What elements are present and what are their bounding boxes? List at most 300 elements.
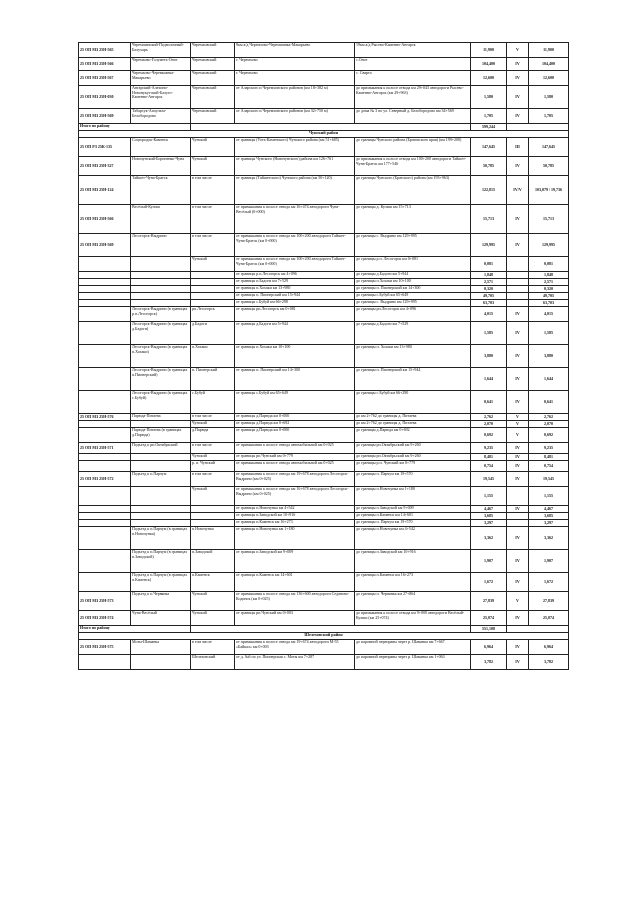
category-cell: IV/V <box>507 176 529 205</box>
category-cell: IV <box>507 234 529 257</box>
road-code-cell: 25 ОП МЗ 25Н-571 <box>79 443 131 454</box>
road-code-cell: 25 ОП МЗ 25Н-569 <box>79 109 131 124</box>
road-code-cell <box>79 293 131 300</box>
total-value: 599,244 <box>471 124 507 131</box>
district-cell: в том числе <box>191 472 235 487</box>
total-length-cell: 27,839 <box>529 592 569 611</box>
road-name-cell <box>131 272 191 279</box>
road-name-cell: Новочунский-Бороненко-Чуна <box>131 157 191 176</box>
end-point-cell: до паромной переправы через р. Шаманка км 7+667 <box>355 640 471 655</box>
district-title: Чунский район <box>79 131 569 138</box>
category-cell <box>507 286 529 293</box>
table-row <box>79 43 569 58</box>
district-cell: в том числе <box>191 234 235 257</box>
total-length-cell: 3,782 <box>529 655 569 670</box>
length-cell: 1,705 <box>471 109 507 124</box>
start-point-cell: г. Черемхово <box>235 71 355 86</box>
start-point-cell: от границы Чунского (Новочунского) района км 126+761 <box>235 157 355 176</box>
road-name-cell <box>131 461 191 472</box>
total-length-cell: 3,685 <box>529 513 569 520</box>
road-name-cell: Парюда-Питаева (в границах д.Парюда) <box>131 428 191 443</box>
total-length-cell: 3,362 <box>529 527 569 550</box>
category-cell: V <box>507 592 529 611</box>
road-name-cell: Лесогорск-Выдрино (в границах д.Бадоги) <box>131 322 191 345</box>
district-cell: Шелеховский <box>191 655 235 670</box>
total-length-cell: 0,641 <box>529 391 569 414</box>
category-cell: IV <box>507 157 529 176</box>
table-row <box>79 506 569 513</box>
category-cell: IV <box>507 527 529 550</box>
road-name-cell: Лесогорск-Выдрино <box>131 234 191 257</box>
road-name-cell <box>131 300 191 307</box>
district-cell: Чунский <box>191 454 235 461</box>
road-name-cell: Лесогорск-Выдрино (в границах с.Бубуй) <box>131 391 191 414</box>
total-length-cell: 11,900 <box>529 43 569 58</box>
start-point-cell: от границы рп.Чунский км 0+779 <box>235 454 355 461</box>
district-cell: п.Каменск <box>191 573 235 592</box>
length-cell: 4,015 <box>471 307 507 322</box>
district-cell: рп.Лесогорск <box>191 307 235 322</box>
start-point-cell: от границы п.Хохаки км 13+980 <box>235 286 355 293</box>
start-point-cell: от примыкания к полосе отвода км 19+674 автодороги М-55 «Байкал» км 0+003 <box>235 640 355 655</box>
end-point-cell: с.Онот <box>355 58 471 71</box>
end-point-cell: до границы р.п. Лесогорск км 0+081 <box>355 257 471 272</box>
length-cell: 6,964 <box>471 640 507 655</box>
table-row <box>79 300 569 307</box>
total-value: 551,108 <box>471 626 507 633</box>
end-point-cell: с. Сварто <box>355 71 471 86</box>
road-name-cell <box>131 279 191 286</box>
total-length-cell: 0,081 <box>529 257 569 272</box>
road-code-cell <box>79 573 131 592</box>
total-spacer <box>191 124 471 131</box>
road-name-cell: Моты-Шаманка <box>131 640 191 655</box>
total-length-cell: 2,762 <box>529 414 569 421</box>
road-code-cell <box>79 454 131 461</box>
total-length-cell: 1,155 <box>529 487 569 506</box>
road-code-cell: 25 ОП МЗ 25Н-569 <box>79 234 131 257</box>
table-row <box>79 461 569 472</box>
table-row <box>79 322 569 345</box>
road-code-cell <box>79 461 131 472</box>
district-cell: д.Бадоги <box>191 322 235 345</box>
district-header-row <box>79 131 569 138</box>
road-code-cell: 25 ОП МЗ 25Н-566 <box>79 205 131 234</box>
category-cell: IV <box>507 550 529 573</box>
road-register-table <box>78 42 569 670</box>
category-cell: V <box>507 421 529 428</box>
total-length-cell: 9,235 <box>529 443 569 454</box>
start-point-cell: от границы п.Бадоги км 7+529 <box>235 279 355 286</box>
total-spacer <box>507 626 569 633</box>
table-row <box>79 472 569 487</box>
length-cell: 1,644 <box>471 368 507 391</box>
length-cell: 1,585 <box>471 322 507 345</box>
end-point-cell: до границы п. Пионерский км 15+944 <box>355 368 471 391</box>
road-code-cell: 25 ОП МЗ 25Н-567 <box>79 71 131 86</box>
end-point-cell: до границы с.Бубуй км 66+290 <box>355 391 471 414</box>
total-length-cell: 8,481 <box>529 454 569 461</box>
district-cell: Чунский <box>191 138 235 157</box>
table-row <box>79 550 569 573</box>
table-row <box>79 205 569 234</box>
category-cell: IV <box>507 71 529 86</box>
category-cell <box>507 293 529 300</box>
end-point-cell: до границы рп.Октябрьский км 9+260 <box>355 443 471 454</box>
table-row <box>79 176 569 205</box>
length-cell: 0,754 <box>471 461 507 472</box>
road-name-cell <box>131 506 191 513</box>
district-total-row <box>79 124 569 131</box>
road-code-cell <box>79 391 131 414</box>
start-point-cell: от примыкания к полосе отвода км 16+678 автодороги Лесогорск-Выдрино (км 0+025) <box>235 487 355 506</box>
start-point-cell: от границы п.Каменск км 14+601 <box>235 573 355 592</box>
district-total-row <box>79 626 569 633</box>
start-point-cell: от границы с.Бубуй км 65+649 <box>235 391 355 414</box>
road-code-cell: 25 ОП МЗ 25Н-566 <box>79 58 131 71</box>
table-row <box>79 520 569 527</box>
district-cell: Чунский <box>191 487 235 506</box>
end-point-cell: до границы п. Парчум км 19+570 <box>355 472 471 487</box>
road-code-cell <box>79 428 131 443</box>
category-cell: III <box>507 138 529 157</box>
table-row <box>79 257 569 272</box>
table-row <box>79 138 569 157</box>
start-point-cell: от границы п.Новочунка км 4+542 <box>235 506 355 513</box>
end-point-cell: до км 2+762 до границы д. Питаева <box>355 414 471 421</box>
road-register-sheet <box>78 42 568 670</box>
end-point-cell: до границы р.п. Чунский км 0+779 <box>355 461 471 472</box>
road-code-cell: 25 ОП МЗ 25Н-124 <box>79 176 131 205</box>
table-row <box>79 421 569 428</box>
end-point-cell: до границы п.Заводской км 9+009 <box>355 506 471 513</box>
length-cell: 129,995 <box>471 234 507 257</box>
end-point-cell: до границы п.Новочунка км 4+542 <box>355 527 471 550</box>
end-point-cell: до границы п. Червянка км 27+864 <box>355 592 471 611</box>
start-point-cell: от примыкания к полосе отвода км 100+200 автодороги Тайшет-Чуна-Братск (км 0+000) <box>235 234 355 257</box>
district-cell: Черемховский <box>191 58 235 71</box>
road-code-cell: 25 ОП МЗ 25Н-030 <box>79 86 131 109</box>
district-cell <box>191 513 235 520</box>
road-name-cell <box>131 520 191 527</box>
district-cell: Чунский <box>191 157 235 176</box>
end-point-cell: до границы с. Выдрино км 129+995 <box>355 300 471 307</box>
table-row <box>79 157 569 176</box>
length-cell: 3,362 <box>471 527 507 550</box>
length-cell: 2,571 <box>471 279 507 286</box>
total-length-cell: 6,964 <box>529 640 569 655</box>
end-point-cell: до км 2+762 до границы д. Питаева <box>355 421 471 428</box>
total-length-cell: 1,848 <box>529 272 569 279</box>
length-cell: 3,685 <box>471 513 507 520</box>
table-row <box>79 109 569 124</box>
road-name-cell <box>131 454 191 461</box>
road-code-cell <box>79 655 131 670</box>
length-cell: 1,580 <box>471 86 507 109</box>
category-cell <box>507 272 529 279</box>
length-cell: 12,600 <box>471 71 507 86</box>
length-cell: 2,070 <box>471 421 507 428</box>
length-cell: 11,900 <box>471 43 507 58</box>
table-row <box>79 592 569 611</box>
district-cell: Чунский <box>191 611 235 626</box>
road-code-cell: 25 ОП МЗ 25Н-572 <box>79 472 131 487</box>
length-cell: 3,782 <box>471 655 507 670</box>
road-name-cell: Черемхово-Черемшанка-Макарьево <box>131 71 191 86</box>
end-point-cell: до примыкания к полосе отвода км 29+043 автодороги Рысево-Каменно-Ангарск (км 29+963) <box>355 86 471 109</box>
total-length-cell: 1,705 <box>529 109 569 124</box>
road-name-cell <box>131 513 191 520</box>
district-cell: р. п. Чунский <box>191 461 235 472</box>
road-code-cell: 25 ОП МЗ 25Н-576 <box>79 414 131 421</box>
length-cell: 19,545 <box>471 472 507 487</box>
start-point-cell: от границы п.Хохаки км 10+100 <box>235 345 355 368</box>
total-length-cell: 129,995 <box>529 234 569 257</box>
total-length-cell: 0,320 <box>529 286 569 293</box>
road-code-cell <box>79 345 131 368</box>
total-label: Итого по району <box>79 626 191 633</box>
district-cell: п. Пионерский <box>191 368 235 391</box>
district-cell: Чунский <box>191 257 235 272</box>
total-length-cell: 1,672 <box>529 573 569 592</box>
district-cell: д.Парюда <box>191 428 235 443</box>
road-name-cell: Подъезд к п.Парчум (в границах п.Каменск) <box>131 573 191 592</box>
district-cell <box>191 272 235 279</box>
road-code-cell: 25 ОП МЗ 25Н-573 <box>79 592 131 611</box>
end-point-cell: до границы Чунского (Братского) района (км 193+963) <box>355 176 471 205</box>
end-point-cell: до границы п. Парчум км 19+570 <box>355 520 471 527</box>
category-cell: IV <box>507 86 529 109</box>
category-cell <box>507 513 529 520</box>
start-point-cell: от границы д.Парюда км 0+692 <box>235 421 355 428</box>
district-cell <box>191 506 235 513</box>
total-length-cell: 147,645 <box>529 138 569 157</box>
end-point-cell: до границы п.Хохаки км 10+100 <box>355 279 471 286</box>
length-cell: 25,074 <box>471 611 507 626</box>
road-code-cell <box>79 286 131 293</box>
length-cell: 0,320 <box>471 286 507 293</box>
district-cell: Черемховский <box>191 71 235 86</box>
start-point-cell: от границы п.Заводской км 9+009 <box>235 550 355 573</box>
total-spacer <box>191 626 471 633</box>
start-point-cell: от примыкания к полосе отвода автомобильной км 0+025 <box>235 443 355 454</box>
road-code-cell <box>79 368 131 391</box>
table-row <box>79 391 569 414</box>
start-point-cell: от границы д.Бадоги км 5+944 <box>235 322 355 345</box>
road-name-cell: Лесогорск-Выдрино (в границах п.Хохаки) <box>131 345 191 368</box>
length-cell: 1,672 <box>471 573 507 592</box>
start-point-cell: от границы с.Бубуй км 66+298 <box>235 300 355 307</box>
road-name-cell: Подъезд к п.Парчум (в границах п.Заводской) <box>131 550 191 573</box>
end-point-cell: до границы д.Парюда км 0+692 <box>355 428 471 443</box>
length-cell: 1,907 <box>471 550 507 573</box>
district-cell: Чунский <box>191 421 235 428</box>
start-point-cell: от границы (Тайшетского) Чунского района (км 50+120) <box>235 176 355 205</box>
total-length-cell: 4,015 <box>529 307 569 322</box>
district-cell: Чунский <box>191 592 235 611</box>
category-cell: IV <box>507 322 529 345</box>
start-point-cell: от Аларского и Черемховского районов (км 32+750 м) <box>235 109 355 124</box>
total-length-cell: 25,074 <box>529 611 569 626</box>
start-point-cell: от границы п.Каменск км 16+273 <box>235 520 355 527</box>
end-point-cell: до границы Чунского района (Братовского края) (км 199+200) <box>355 138 471 157</box>
length-cell: 8,481 <box>471 454 507 461</box>
start-point-cell: от границы п. Пионерский км 15+944 <box>235 293 355 300</box>
district-cell: Черемховский <box>191 109 235 124</box>
start-point-cell: от Аларского и Черемховского районов (км 18+382 м) <box>235 86 355 109</box>
total-length-cell: 4,467 <box>529 506 569 513</box>
total-length-cell: 3,297 <box>529 520 569 527</box>
road-code-cell <box>79 487 131 506</box>
category-cell: IV <box>507 454 529 461</box>
road-name-cell <box>131 286 191 293</box>
road-name-cell: Соцгородок-Каменск <box>131 138 191 157</box>
end-point-cell: до примыкания к полосе отвода км 9+000 автодороги Весёлый-Кулиш (км 25+074) <box>355 611 471 626</box>
table-row <box>79 443 569 454</box>
table-row <box>79 454 569 461</box>
end-point-cell: до дома № 3 по ул. Северный д. Белобородово км 34+569 <box>355 109 471 124</box>
start-point-cell: от границы рп.Чунский км 0+003 <box>235 611 355 626</box>
length-cell: 4,467 <box>471 506 507 513</box>
total-length-cell: 2,571 <box>529 279 569 286</box>
table-row <box>79 293 569 300</box>
total-length-cell: 2,070 <box>529 421 569 428</box>
total-length-cell: 1,907 <box>529 550 569 573</box>
district-cell: в том числе <box>191 205 235 234</box>
start-point-cell: от границы п.Заводской км 10+916 <box>235 513 355 520</box>
road-name-cell: Парюда-Питаева <box>131 414 191 421</box>
length-cell: 50,785 <box>471 157 507 176</box>
road-code-cell <box>79 322 131 345</box>
total-length-cell: 1,644 <box>529 368 569 391</box>
road-code-cell <box>79 513 131 520</box>
road-code-cell: 25 ОП МЗ 25Н-565 <box>79 43 131 58</box>
road-name-cell <box>131 257 191 272</box>
end-point-cell: 19км а/д Рысево-Каменно-Ангарск <box>355 43 471 58</box>
total-length-cell: 12,600 <box>529 71 569 86</box>
total-length-cell: 50,785 <box>529 157 569 176</box>
table-row <box>79 573 569 592</box>
road-name-cell <box>131 421 191 428</box>
start-point-cell: от примыкания к полосе отвода км 100+200 автодороги Тайшет-Чуна-Братск (км 0+000) <box>235 257 355 272</box>
table-row <box>79 414 569 421</box>
end-point-cell: до примыкания к полосе отвода км 100+200 автодороги Тайшет-Чуна-Братск км 177+546 <box>355 157 471 176</box>
table-row <box>79 58 569 71</box>
length-cell: 0,692 <box>471 428 507 443</box>
start-point-cell: от границы р.п.Лесогорск км 4+096 <box>235 272 355 279</box>
end-point-cell: до границы п. Пионерский км 14+300 <box>355 286 471 293</box>
end-point-cell: до границы п.Каменск км 14+601 <box>355 513 471 520</box>
table-row <box>79 345 569 368</box>
category-cell: IV <box>507 461 529 472</box>
total-length-cell: 63,703 <box>529 300 569 307</box>
total-length-cell: 0,754 <box>529 461 569 472</box>
road-name-cell: Подъезд к п.Парчум (в границах п.Новочунка) <box>131 527 191 550</box>
category-cell: IV <box>507 472 529 487</box>
district-cell: в том числе <box>191 640 235 655</box>
road-code-cell: 25 ОП РЗ 25К-135 <box>79 138 131 157</box>
category-cell: V <box>507 428 529 443</box>
road-name-cell <box>131 655 191 670</box>
district-cell: п.Новочунка <box>191 527 235 550</box>
road-name-cell: Ангарский-Алехино-Новонукутский-Балуго-Каменно-Ангарск <box>131 86 191 109</box>
total-length-cell: 49,705 <box>529 293 569 300</box>
road-name-cell <box>131 487 191 506</box>
road-code-cell: 25 ОП МЗ 25Н-574 <box>79 611 131 626</box>
district-cell: в том числе <box>191 414 235 421</box>
road-code-cell <box>79 550 131 573</box>
end-point-cell: до границы д.Бадоги км 7+529 <box>355 322 471 345</box>
road-code-cell: 25 ОП МЗ 25Н-327 <box>79 157 131 176</box>
table-row <box>79 611 569 626</box>
road-name-cell: Черемшанский-Подволочный-Балухарь <box>131 43 191 58</box>
district-cell <box>191 300 235 307</box>
road-name-cell: Весёлый-Кулиш <box>131 205 191 234</box>
category-cell: IV <box>507 611 529 626</box>
district-cell <box>191 286 235 293</box>
length-cell: 0,641 <box>471 391 507 414</box>
total-length-cell: 0,692 <box>529 428 569 443</box>
table-row <box>79 513 569 520</box>
road-name-cell: Тайшет-Чуна-Братск <box>131 176 191 205</box>
length-cell: 63,703 <box>471 300 507 307</box>
table-row <box>79 86 569 109</box>
start-point-cell: от границы д.Парюда км 0+000 <box>235 414 355 421</box>
table-row <box>79 527 569 550</box>
district-cell: в том числе <box>191 176 235 205</box>
length-cell: 2,762 <box>471 414 507 421</box>
end-point-cell: до границы с. Выдрино км 129+995 <box>355 234 471 257</box>
road-name-cell: Табарсук-Апхульта-Белобородово <box>131 109 191 124</box>
district-cell: Черемховский <box>191 86 235 109</box>
total-length-cell: 1,585 <box>529 322 569 345</box>
district-cell: Черемховский <box>191 43 235 58</box>
end-point-cell: до границы п.Новочунка км 1+180 <box>355 487 471 506</box>
category-cell <box>507 300 529 307</box>
length-cell: 15,713 <box>471 205 507 234</box>
road-name-cell: Лесогорск-Выдрино (в границах п.Пионерский) <box>131 368 191 391</box>
road-name-cell: Подъезд к п.Червянка <box>131 592 191 611</box>
start-point-cell: от границы рп.Лесогорск км 0+081 <box>235 307 355 322</box>
start-point-cell: от границы д.Парюда км 0+000 <box>235 428 355 443</box>
category-cell: IV <box>507 640 529 655</box>
category-cell: IV <box>507 391 529 414</box>
table-row <box>79 234 569 257</box>
length-cell: 3,880 <box>471 345 507 368</box>
district-cell: п.Хохаки <box>191 345 235 368</box>
category-cell: IV <box>507 506 529 513</box>
category-cell: V <box>507 414 529 421</box>
end-point-cell: до границы п.Заводской км 10+916 <box>355 550 471 573</box>
length-cell: 122,815 <box>471 176 507 205</box>
category-cell: IV <box>507 345 529 368</box>
road-name-cell: Черемхово-Голуметь-Онот <box>131 58 191 71</box>
category-cell: IV <box>507 205 529 234</box>
table-row <box>79 640 569 655</box>
length-cell: 3,297 <box>471 520 507 527</box>
road-code-cell <box>79 257 131 272</box>
road-name-cell: Подъезд к п.Парчум <box>131 472 191 487</box>
district-cell <box>191 279 235 286</box>
district-cell: в том числе <box>191 443 235 454</box>
start-point-cell: 9км а/д Черемхово-Черемшанка-Макарьево <box>235 43 355 58</box>
end-point-cell: до границы д. Кулиш км 15+713 <box>355 205 471 234</box>
road-code-cell <box>79 520 131 527</box>
table-row <box>79 428 569 443</box>
length-cell: 27,839 <box>471 592 507 611</box>
category-cell: IV <box>507 368 529 391</box>
total-length-cell: 104,400 <box>529 58 569 71</box>
